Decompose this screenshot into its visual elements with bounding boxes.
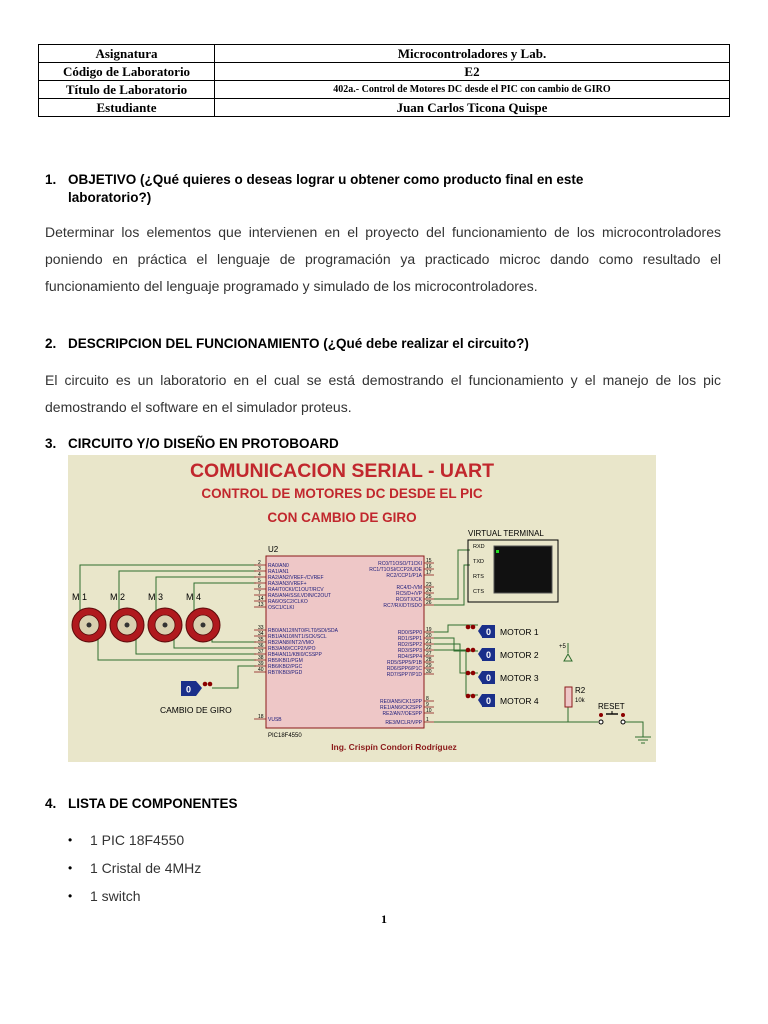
probe-pin-dot <box>466 694 471 699</box>
chip-pin-name: RB1/AN10/INT1/SCK/SCL <box>268 634 327 640</box>
chip-pin-number: 25 <box>426 594 432 600</box>
virtual-terminal-screen[interactable] <box>494 546 552 593</box>
resistor-r2 <box>565 687 572 707</box>
probe-value: 0 <box>485 627 492 637</box>
chip-pin-name: OSC1/CLKI <box>268 605 295 611</box>
chip-pin-name: RE2/AN7/OESPP <box>382 711 422 717</box>
chip-pin-name: RC4/D-/VM <box>396 585 422 591</box>
header-value: Microcontroladores y Lab. <box>215 45 730 63</box>
motor-shaft <box>201 623 206 628</box>
chip-pin-number: 13 <box>258 602 264 608</box>
component-item <box>68 831 201 859</box>
header-table <box>38 44 730 117</box>
section-4-heading <box>45 796 238 811</box>
chip-pin-name: RA4/T0CKI/C1OUT/RCV <box>268 587 324 593</box>
section-4-number: 4. <box>45 796 57 811</box>
chip-pin-name: RB0/AN12/INT0/FLT0/SDI/SDA <box>268 628 338 634</box>
terminal-pin-name: CTS <box>473 589 484 595</box>
header-value: E2 <box>215 63 730 81</box>
chip-pin-name: RC1/T1OSI/CCP2/UOE <box>369 567 422 573</box>
section-1-heading <box>45 171 721 207</box>
circuit-diagram <box>68 455 656 762</box>
chip-pin-name: RD4/SPP4 <box>397 654 422 660</box>
component-text: 1 switch <box>90 888 141 904</box>
chip-pin-name: RE0/AN5/CK1SPP <box>380 699 422 705</box>
circuit-subtitle-1: CONTROL DE MOTORES DC DESDE EL PIC <box>201 486 483 501</box>
probe-pin-dot <box>466 671 471 676</box>
header-label: Código de Laboratorio <box>39 63 215 81</box>
chip-pin-number: 9 <box>426 702 429 708</box>
chip-pin-name: RA2/AN2/VREF-/CVREF <box>268 575 324 581</box>
section-1-paragraph: Determinar los elementos que intervienen en el proyecto del funcionamiento de los microcontroladores poniendo en práctica el lenguaje de programación ya practicado microc dando como resultado el funcionamiento del lenguaje programado y simulado de los microcontroladores. <box>45 224 721 294</box>
motor-shaft <box>163 623 168 628</box>
chip-pin-number: 22 <box>426 645 432 651</box>
chip-pin-number: 38 <box>258 655 264 661</box>
chip-pin-name: RA6/OSC2/CLKO <box>268 599 308 605</box>
chip-pin-name: RA0/AN0 <box>268 563 289 569</box>
chip-pin-name: RC6/TX/CK <box>395 597 422 603</box>
motor-output-label: MOTOR 1 <box>500 627 539 637</box>
circuit-subtitle-2: CON CAMBIO DE GIRO <box>267 510 417 525</box>
motor-shaft <box>87 623 92 628</box>
chip-pin-number: 5 <box>258 578 261 584</box>
chip-pin-number: 18 <box>258 714 264 720</box>
chip-pin-name: RA5/AN4/SS/LVDIN/C2OUT <box>268 593 331 599</box>
probe-pin-dot <box>471 671 476 676</box>
probe-pin-dot <box>466 625 471 630</box>
chip-pin-number: 28 <box>426 657 432 663</box>
chip-pin-name: RB4/AN11/KBI0/CSSPP <box>268 652 322 658</box>
section-2-title: DESCRIPCION DEL FUNCIONAMIENTO (¿Qué debe realizar el circuito?) <box>68 336 529 351</box>
probe-pin-dot <box>471 625 476 630</box>
chip-pin-number: 3 <box>258 566 261 572</box>
section-1-number: 1. <box>45 172 57 187</box>
chip-pin-name: RB5/KBI1/PGM <box>268 658 303 664</box>
probe-value: 0 <box>485 650 492 660</box>
chip-pin-name: VUSB <box>268 717 282 723</box>
virtual-terminal-title: VIRTUAL TERMINAL <box>468 529 544 538</box>
chip-pin-number: 29 <box>426 663 432 669</box>
chip-pin-name: RA3/AN3/VREF+ <box>268 581 307 587</box>
chip-pin-number: 34 <box>258 631 264 637</box>
chip-pin-name: RB3/AN9/CCP2/VPO <box>268 646 316 652</box>
section-2-paragraph: El circuito es un laboratorio en el cual se está demostrando el funcionamiento y el manejo de los pic demostrando el software en el simulador proteus. <box>45 372 721 415</box>
component-item <box>68 859 201 887</box>
chip-pin-number: 16 <box>426 564 432 570</box>
chip-pin-number: 19 <box>426 627 432 633</box>
header-label: Estudiante <box>39 99 215 117</box>
chip-pin-number: 2 <box>258 560 261 566</box>
probe-value: 0 <box>485 673 492 683</box>
chip-reference: U2 <box>268 545 279 554</box>
chip-pin-name: RD2/SPP2 <box>397 642 422 648</box>
chip-pin-number: 14 <box>258 596 264 602</box>
chip-pin-name: RC7/RX/DT/SDO <box>383 603 422 609</box>
reset-contact <box>621 720 625 724</box>
chip-pin-number: 24 <box>426 588 432 594</box>
motor-label: M 3 <box>148 592 164 602</box>
circuit-author: Ing. Crispín Condori Rodríguez <box>331 742 457 752</box>
reset-contact <box>599 720 603 724</box>
motor-output-label: MOTOR 3 <box>500 673 539 683</box>
chip-pin-number: 17 <box>426 570 432 576</box>
direction-switch-label: CAMBIO DE GIRO <box>160 705 232 715</box>
header-row <box>39 45 730 63</box>
terminal-pin-name: TXD <box>473 559 484 565</box>
header-row <box>39 63 730 81</box>
chip-pin-number: 20 <box>426 633 432 639</box>
motor-output-label: MOTOR 4 <box>500 696 539 706</box>
chip-pin-name: RB2/AN8/INT2/VMO <box>268 640 314 646</box>
chip-pin-number: 23 <box>426 582 432 588</box>
chip-pin-name: RB7/KBI3/PGD <box>268 670 303 676</box>
page-number: 1 <box>381 912 387 926</box>
probe-pin-dot <box>471 694 476 699</box>
chip-pin-number: 33 <box>258 625 264 631</box>
switch-pin-dot <box>203 682 208 687</box>
section-3-title: CIRCUITO Y/O DISEÑO EN PROTOBOARD <box>68 436 339 451</box>
chip-pin-name: RD3/SPP3 <box>397 648 422 654</box>
component-text: 1 Cristal de 4MHz <box>90 860 202 876</box>
probe-value: 0 <box>485 696 492 706</box>
chip-pin-number: 30 <box>426 669 432 675</box>
probe-pin-dot <box>466 648 471 653</box>
resistor-reference: R2 <box>575 686 586 695</box>
chip-pin-name: RD5/SPP5/P1B <box>386 660 422 666</box>
header-label: Título de Laboratorio <box>39 81 215 99</box>
chip-pin-name: RE3/MCLR/VPP <box>385 720 422 726</box>
chip-pin-name: RA1/AN1 <box>268 569 289 575</box>
section-2-number: 2. <box>45 336 57 351</box>
chip-part: PIC18F4550 <box>268 733 302 739</box>
chip-pin-number: 35 <box>258 637 264 643</box>
resistor-value: 10k <box>575 698 585 704</box>
header-row <box>39 99 730 117</box>
chip-pin-name: RE1/AN6/CK2SPP <box>380 705 422 711</box>
section-1-title-line1: OBJETIVO (¿Qué quieres o deseas lograr u obtener como producto final en este <box>68 172 584 187</box>
bullet-icon: • <box>68 861 73 875</box>
chip-pin-number: 8 <box>426 696 429 702</box>
section-3-number: 3. <box>45 436 57 451</box>
component-list <box>68 831 201 915</box>
motor-output-label: MOTOR 2 <box>500 650 539 660</box>
chip-pin-number: 37 <box>258 649 264 655</box>
chip-pin-number: 27 <box>426 651 432 657</box>
chip-pin-name: RD0/SPP0 <box>397 630 422 636</box>
switch-pin-dot <box>208 682 213 687</box>
header-value: Juan Carlos Ticona Quispe <box>215 99 730 117</box>
direction-switch-value: 0 <box>185 684 192 695</box>
reset-label: RESET <box>598 702 625 711</box>
motor-label: M 4 <box>186 592 202 602</box>
reset-pin-dot <box>599 713 603 717</box>
chip-pin-number: 40 <box>258 667 264 673</box>
chip-pin-name: RC5/D+/VP <box>396 591 422 597</box>
section-2-heading <box>45 336 529 351</box>
chip-pin-number: 6 <box>258 584 261 590</box>
chip-pin-name: RD7/SPP7/P1D <box>386 672 422 678</box>
component-item <box>68 887 201 915</box>
circuit-title: COMUNICACION SERIAL - UART <box>189 460 495 482</box>
chip-pin-number: 7 <box>258 590 261 596</box>
chip-pin-name: RC0/T1OSO/T1CKI <box>378 561 422 567</box>
chip-pin-number: 21 <box>426 639 432 645</box>
bullet-icon: • <box>68 833 73 847</box>
terminal-pin-name: RTS <box>473 574 484 580</box>
probe-pin-dot <box>471 648 476 653</box>
section-4-title: LISTA DE COMPONENTES <box>68 796 238 811</box>
header-value: 402a.- Control de Motores DC desde el PIC con cambio de GIRO <box>215 81 730 99</box>
chip-pin-number: 36 <box>258 643 264 649</box>
chip-pin-number: 4 <box>258 572 261 578</box>
chip-pin-number: 26 <box>426 600 432 606</box>
virtual-terminal-cursor <box>496 550 499 553</box>
section-3-heading <box>45 436 339 451</box>
header-label: Asignatura <box>39 45 215 63</box>
reset-pin-dot <box>621 713 625 717</box>
chip-pin-number: 10 <box>426 708 432 714</box>
terminal-pin-name: RXD <box>473 544 485 550</box>
section-1-title-line2: laboratorio?) <box>68 190 152 205</box>
motor-label: M 1 <box>72 592 88 602</box>
bullet-icon: • <box>68 889 73 903</box>
chip-pin-number: 39 <box>258 661 264 667</box>
chip-pin-name: RD6/SPP6/P1C <box>386 666 422 672</box>
chip-pin-name: RC2/CCP1/P1A <box>386 573 422 579</box>
chip-pin-number: 15 <box>426 558 432 564</box>
supply-label: +5 <box>559 644 566 650</box>
chip-pin-number: 1 <box>426 717 429 723</box>
motor-label: M 2 <box>110 592 126 602</box>
component-text: 1 PIC 18F4550 <box>90 832 185 848</box>
motor-shaft <box>125 623 130 628</box>
header-row <box>39 81 730 99</box>
chip-pin-name: RB6/KBI2/PGC <box>268 664 303 670</box>
chip-pin-name: RD1/SPP1 <box>397 636 422 642</box>
